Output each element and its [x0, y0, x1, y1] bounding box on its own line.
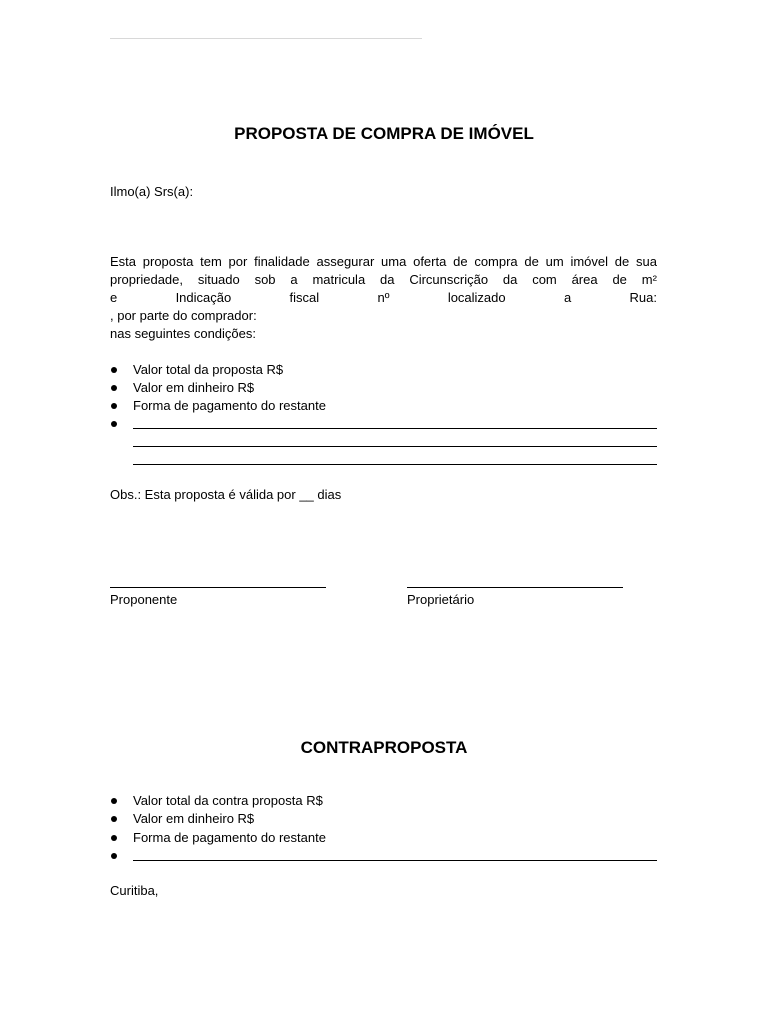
counter-condition-item [110, 829, 657, 847]
bullet-icon [111, 385, 117, 391]
paragraph-word: a [290, 272, 298, 287]
paragraph-word: uma [381, 254, 407, 269]
condition-item-blank [110, 415, 657, 433]
paragraph-word: assegurar [316, 254, 375, 269]
counter-condition-label: Valor total da contra proposta R$ [133, 793, 323, 808]
bullet-icon [111, 816, 117, 822]
paragraph-word: m² [641, 272, 657, 287]
fill-in-line [133, 428, 657, 429]
paragraph-word: situado [197, 272, 240, 287]
paragraph-word: a [563, 290, 572, 305]
signature-label-owner: Proprietário [407, 592, 475, 607]
paragraph-word: propriedade, [110, 272, 183, 287]
counter-condition-item [110, 810, 657, 828]
paragraph-word: tem [200, 254, 222, 269]
signature-label-proponent: Proponente [110, 592, 178, 607]
paragraph-line-4: , por parte do comprador: [110, 308, 257, 323]
salutation: Ilmo(a) Srs(a): [110, 184, 194, 199]
paragraph-word: nº [377, 290, 390, 305]
condition-label: Valor em dinheiro R$ [133, 380, 255, 395]
paragraph-word: Esta [110, 254, 137, 269]
paragraph-word: de [524, 254, 539, 269]
paragraph-word: da [380, 272, 395, 287]
header-rule [110, 38, 422, 39]
counter-condition-label: Forma de pagamento do restante [133, 830, 326, 845]
paragraph-line-3 [110, 289, 657, 307]
signature-line-owner [407, 587, 623, 588]
paragraph-line-5: nas seguintes condições: [110, 326, 256, 341]
paragraph-word: localizado [447, 290, 506, 305]
condition-item [110, 397, 657, 415]
paragraph-word: de [453, 254, 468, 269]
paragraph-word: matricula [312, 272, 366, 287]
paragraph-word: oferta [413, 254, 447, 269]
condition-label: Valor total da proposta R$ [133, 362, 284, 377]
paragraph-word: Circunscrição [409, 272, 489, 287]
paragraph-word: da [502, 272, 518, 287]
paragraph-word: Rua: [629, 290, 657, 305]
paragraph-word: finalidade [254, 254, 310, 269]
condition-item [110, 361, 657, 379]
page-title: PROPOSTA DE COMPRA DE IMÓVEL [234, 124, 534, 143]
bullet-icon [111, 835, 117, 841]
paragraph-word: fiscal [289, 290, 320, 305]
paragraph-word: Indicação [175, 290, 232, 305]
paragraph-word: compra [474, 254, 518, 269]
paragraph-word: sob [254, 272, 276, 287]
counter-condition-item-blank [110, 847, 657, 865]
fill-in-line [133, 446, 657, 447]
fill-in-line [133, 860, 657, 861]
paragraph-word: proposta [142, 254, 194, 269]
bullet-icon [111, 403, 117, 409]
signature-line-proponent [110, 587, 326, 588]
condition-label: Forma de pagamento do restante [133, 398, 326, 413]
counter-proposal-title: CONTRAPROPOSTA [300, 738, 468, 757]
paragraph-word: e [110, 290, 118, 305]
paragraph-word: por [228, 254, 248, 269]
condition-item [110, 379, 657, 397]
paragraph-word: um [545, 254, 564, 269]
counter-condition-item [110, 792, 657, 810]
validity-note: Obs.: Esta proposta é válida por __ dias [110, 487, 342, 502]
bullet-icon [111, 798, 117, 804]
counter-condition-label: Valor em dinheiro R$ [133, 811, 255, 826]
paragraph-word: de [612, 272, 627, 287]
paragraph-line-1 [110, 253, 657, 271]
paragraph-word: de [614, 254, 630, 269]
paragraph-line-2 [110, 271, 657, 289]
paragraph-word: área [571, 272, 598, 287]
closing-city: Curitiba, [110, 883, 159, 898]
fill-in-line [133, 464, 657, 465]
bullet-icon [111, 421, 117, 427]
paragraph-word: sua [636, 254, 657, 269]
paragraph-word: imóvel [570, 254, 609, 269]
paragraph-word: com [532, 272, 557, 287]
bullet-icon [111, 367, 117, 373]
bullet-icon [111, 853, 117, 859]
